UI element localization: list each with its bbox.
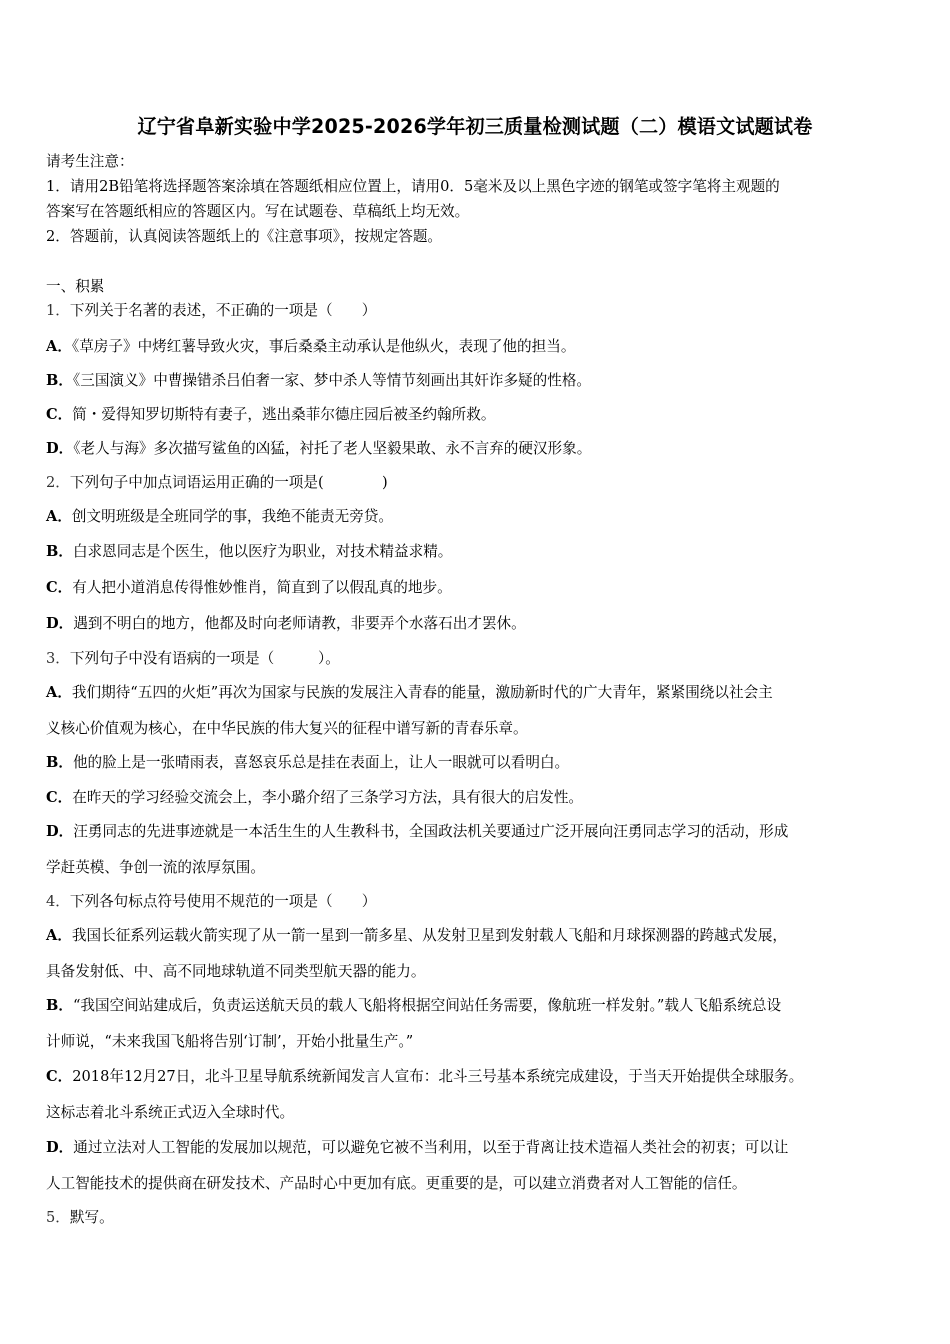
option-label: C．: [46, 579, 73, 596]
page-title: 辽宁省阜新实验中学2025-2026学年初三质量检测试题（二）模语文试题试卷: [137, 116, 813, 138]
option-label: B．: [46, 372, 73, 389]
question-1-stem: [46, 301, 912, 321]
question-number: 1．: [46, 302, 70, 319]
option-label: B．: [46, 754, 73, 771]
option-text: 有人把小道消息传得惟妙惟肖，简直到了以假乱真的地步。: [72, 579, 452, 596]
option-label: A．: [46, 508, 72, 525]
option-label: B．: [46, 543, 73, 560]
q4-option-b: [46, 996, 912, 1016]
option-text: 我们期待“五四的火炬”再次为国家与民族的发展注入青春的能量，激励新时代的广大青年，紧紧围绕以社会主: [71, 684, 773, 701]
q4-option-c: [46, 1067, 912, 1087]
option-label: B．: [46, 997, 73, 1014]
option-text: 《老人与海》多次描写鲨鱼的凶猛，衬托了老人坚毅果敢、永不言弃的硬汉形象。: [73, 440, 592, 457]
question-number: 4．: [46, 893, 70, 910]
q4-option-c-cont: 这标志着北斗系统正式迈入全球时代。: [46, 1104, 295, 1121]
question-3-stem: [46, 649, 912, 669]
q4-option-d: [46, 1138, 912, 1158]
notice-item-1: 1．请用2B铅笔将选择题答案涂填在答题纸相应位置上，请用0．5毫米及以上黑色字迹的钢笔或签字笔将主观题的: [46, 178, 780, 195]
question-text: 默写。: [69, 1209, 114, 1226]
question-text: 下列句子中没有语病的一项是（ ）。: [69, 650, 340, 667]
option-text: 创文明班级是全班同学的事，我绝不能责无旁贷。: [71, 508, 393, 525]
q3-option-d: [46, 822, 912, 842]
q4-option-b-cont: 计师说，“未来我国飞船将告别‘订制’，开始小批量生产。”: [46, 1033, 414, 1050]
option-text: 简・爱得知罗切斯特有妻子，逃出桑菲尔德庄园后被圣约翰所救。: [72, 406, 496, 423]
q2-option-a: [46, 507, 912, 527]
q2-option-c: [46, 578, 912, 598]
option-text: 通过立法对人工智能的发展加以规范，可以避免它被不当利用，以至于背离让技术造福人类社会的初衷；可以让: [73, 1139, 789, 1156]
question-text: 下列句子中加点词语运用正确的一项是( ): [69, 474, 388, 491]
option-text: “我国空间站建成后，负责运送航天员的载人飞船将根据空间站任务需要，像航班一样发射。”载人飞船系统总设: [72, 997, 782, 1014]
question-5-stem: [46, 1208, 912, 1228]
option-text: 白求恩同志是个医生，他以医疗为职业，对技术精益求精。: [72, 543, 453, 560]
option-label: D．: [46, 823, 74, 840]
question-2-stem: [46, 473, 912, 493]
section-heading: 一、积累: [46, 278, 105, 295]
q1-option-d: [46, 439, 912, 459]
question-number: 5．: [46, 1209, 70, 1226]
option-label: A．: [46, 338, 72, 355]
option-label: D．: [46, 615, 74, 632]
option-text: 《三国演义》中曹操错杀吕伯奢一家、梦中杀人等情节刻画出其奸诈多疑的性格。: [72, 372, 592, 389]
q3-option-a-cont: 义核心价值观为核心，在中华民族的伟大复兴的征程中谱写新的青春乐章。: [46, 720, 528, 737]
q1-option-b: [46, 371, 912, 391]
option-label: C．: [46, 406, 73, 423]
notice-item-1-cont: 答案写在答题纸相应的答题区内。写在试题卷、草稿纸上均无效。: [46, 203, 470, 220]
q4-option-a: [46, 926, 912, 946]
q4-option-d-cont: 人工智能技术的提供商在研发技术、产品时心中更加有底。更重要的是，可以建立消费者对人工智能的信任。: [46, 1175, 747, 1192]
option-text: 《草房子》中烤红薯导致火灾，事后桑桑主动承认是他纵火，表现了他的担当。: [71, 338, 576, 355]
q3-option-c: [46, 788, 912, 808]
option-label: A．: [46, 684, 72, 701]
q3-option-d-cont: 学赶英模、争创一流的浓厚氛围。: [46, 859, 265, 876]
option-text: 他的脸上是一张晴雨表，喜怒哀乐总是挂在表面上，让人一眼就可以看明白。: [72, 754, 570, 771]
option-text: 在昨天的学习经验交流会上，李小璐介绍了三条学习方法，具有很大的启发性。: [72, 789, 584, 806]
q2-option-d: [46, 614, 912, 634]
question-4-stem: [46, 892, 912, 912]
option-text: 遇到不明白的地方，他都及时向老师请教，非要弄个水落石出才罢休。: [73, 615, 526, 632]
notice-heading: 请考生注意：: [46, 153, 134, 170]
option-label: A．: [46, 927, 72, 944]
question-number: 2．: [46, 474, 70, 491]
q4-option-a-cont: 具备发射低、中、高不同地球轨道不同类型航天器的能力。: [46, 963, 426, 980]
q3-option-b: [46, 753, 912, 773]
option-text: 汪勇同志的先进事迹就是一本活生生的人生教科书，全国政法机关要通过广泛开展向汪勇同志学习的活动，形成: [73, 823, 789, 840]
option-label: D．: [46, 440, 74, 457]
question-text: 下列各句标点符号使用不规范的一项是（ ）: [69, 893, 377, 910]
option-label: C．: [46, 1068, 73, 1085]
option-text: 我国长征系列运载火箭实现了从一箭一星到一箭多星、从发射卫星到发射载人飞船和月球探测器的跨越式发展，: [71, 927, 788, 944]
option-text: 2018年12月27日，北斗卫星导航系统新闻发言人宣布：北斗三号基本系统完成建设，于当天开始提供全球服务。: [72, 1068, 804, 1085]
q1-option-a: [46, 337, 912, 357]
question-number: 3．: [46, 650, 70, 667]
q1-option-c: [46, 405, 912, 425]
question-text: 下列关于名著的表述，不正确的一项是（ ）: [69, 302, 377, 319]
q2-option-b: [46, 542, 912, 562]
q3-option-a: [46, 683, 912, 703]
notice-item-2: 2．答题前，认真阅读答题纸上的《注意事项》，按规定答题。: [46, 228, 443, 245]
option-label: C．: [46, 789, 73, 806]
option-label: D．: [46, 1139, 74, 1156]
